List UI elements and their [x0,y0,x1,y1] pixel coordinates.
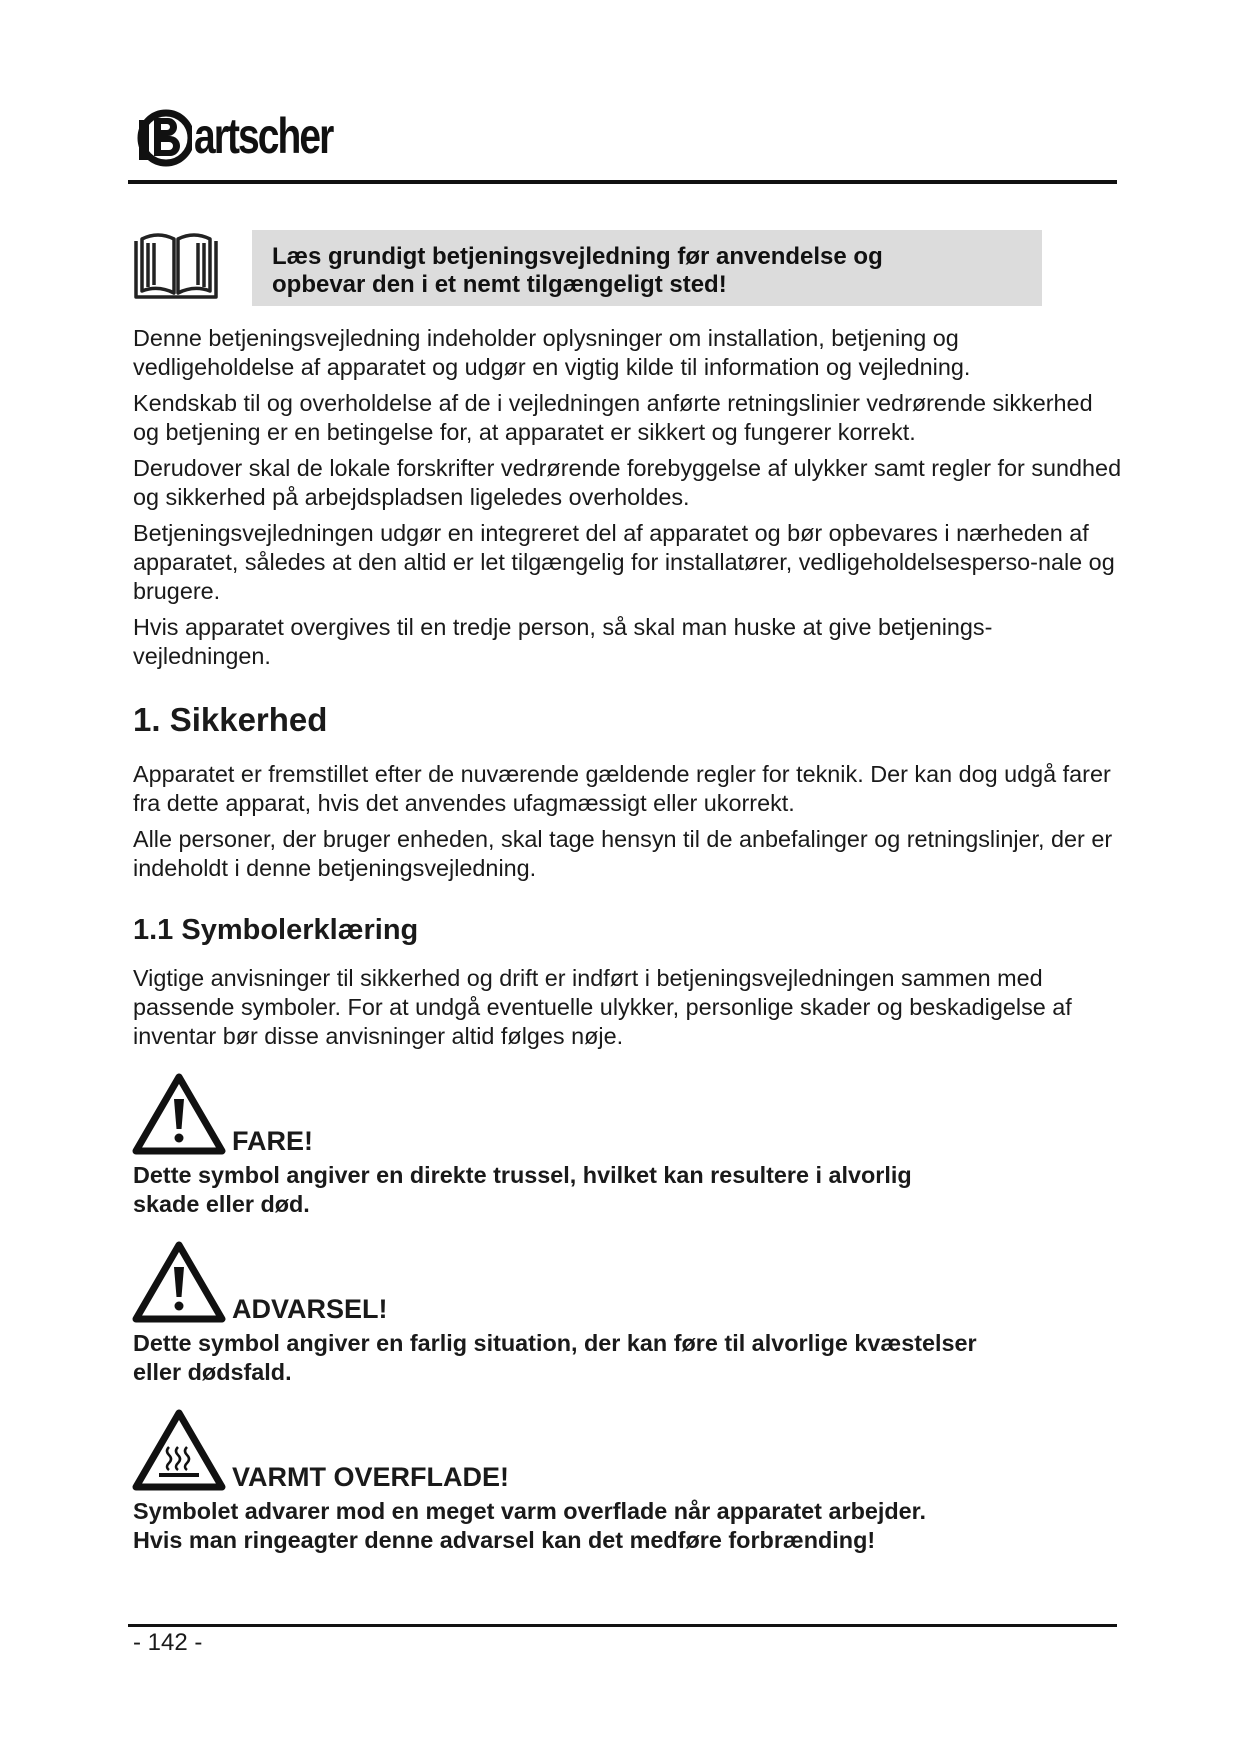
safety-paragraph: Alle personer, der bruger enheden, skal tage hensyn til de anbefalinger og retningslinjer, der er indeholdt i denne betjeningsvejledning. [133,826,1113,881]
warning-triangle-icon [131,1071,227,1155]
warning-hot-surface [133,1407,1123,1555]
page-number: - 142 - [133,1629,203,1656]
manual-book-icon [132,231,220,308]
brand-name: artscher [194,108,333,164]
header-rule [128,180,1117,184]
warning-description: Dette symbol angiver en farlig situation, der kan føre til alvorlige kvæstelser eller dødsfald. [133,1330,977,1385]
footer-rule [128,1624,1117,1627]
warning-description: Dette symbol angiver en direkte trussel, hvilket kan resultere i alvorlig skade eller død. [133,1162,912,1217]
notice-text: Læs grundigt betjeningsvejledning før anvendelse og opbevar den i et nemt tilgængeligt sted! [272,243,883,298]
warning-description: Symbolet advarer mod en meget varm overflade når apparatet arbejder. Hvis man ringeagter denne advarsel kan det medføre forbrænding! [133,1498,926,1553]
warning-title: VARMT OVERFLADE! [232,1462,509,1492]
warning-title: FARE! [232,1126,313,1156]
section-heading-symbols: 1.1 Symbolerklæring [133,914,419,946]
symbols-paragraph: Vigtige anvisninger til sikkerhed og drift er indført i betjeningsvejledningen sammen med passende symboler. For at undgå eventuelle ulykker, personlige skader og beskadigelse af inventar bør disse anvisninger altid følges nøje. [133,965,1072,1049]
intro-paragraph: Hvis apparatet overgives til en tredje person, så skal man huske at give betjenings-vejledningen. [133,614,993,669]
warning-caution [133,1239,1123,1387]
read-manual-notice [252,230,1042,306]
intro-paragraph: Kendskab til og overholdelse af de i vejledningen anførte retningslinier vedrørende sikkerhed og betjening er en betingelse for, at apparatet er sikkert og fungerer korrekt. [133,390,1093,445]
warning-triangle-icon [131,1239,227,1323]
intro-paragraph: Derudover skal de lokale forskrifter vedrørende forebyggelse af ulykker samt regler for sundhed og sikkerhed på arbejdspladsen ligeledes overholdes. [133,455,1122,510]
warning-danger [133,1071,1123,1219]
hot-surface-icon [131,1407,227,1491]
safety-paragraph: Apparatet er fremstillet efter de nuværende gældende regler for teknik. Der kan dog udgå farer fra dette apparat, hvis det anvendes ufagmæssigt eller ukorrekt. [133,761,1111,816]
intro-paragraph: Denne betjeningsvejledning indeholder oplysninger om installation, betjening og vedligeholdelse af apparatet og udgør en vigtig kilde til information og vejledning. [133,325,971,380]
section-heading-safety: 1. Sikkerhed [133,701,328,738]
main-content [133,324,1123,1555]
brand-b-icon [136,104,192,168]
warning-title: ADVARSEL! [232,1294,388,1324]
brand-logo [136,104,371,168]
intro-paragraph: Betjeningsvejledningen udgør en integreret del af apparatet og bør opbevares i nærheden af apparatet, således at den altid er let tilgængelig for installatører, vedligeholdelsesperso-nale og brugere. [133,520,1115,604]
